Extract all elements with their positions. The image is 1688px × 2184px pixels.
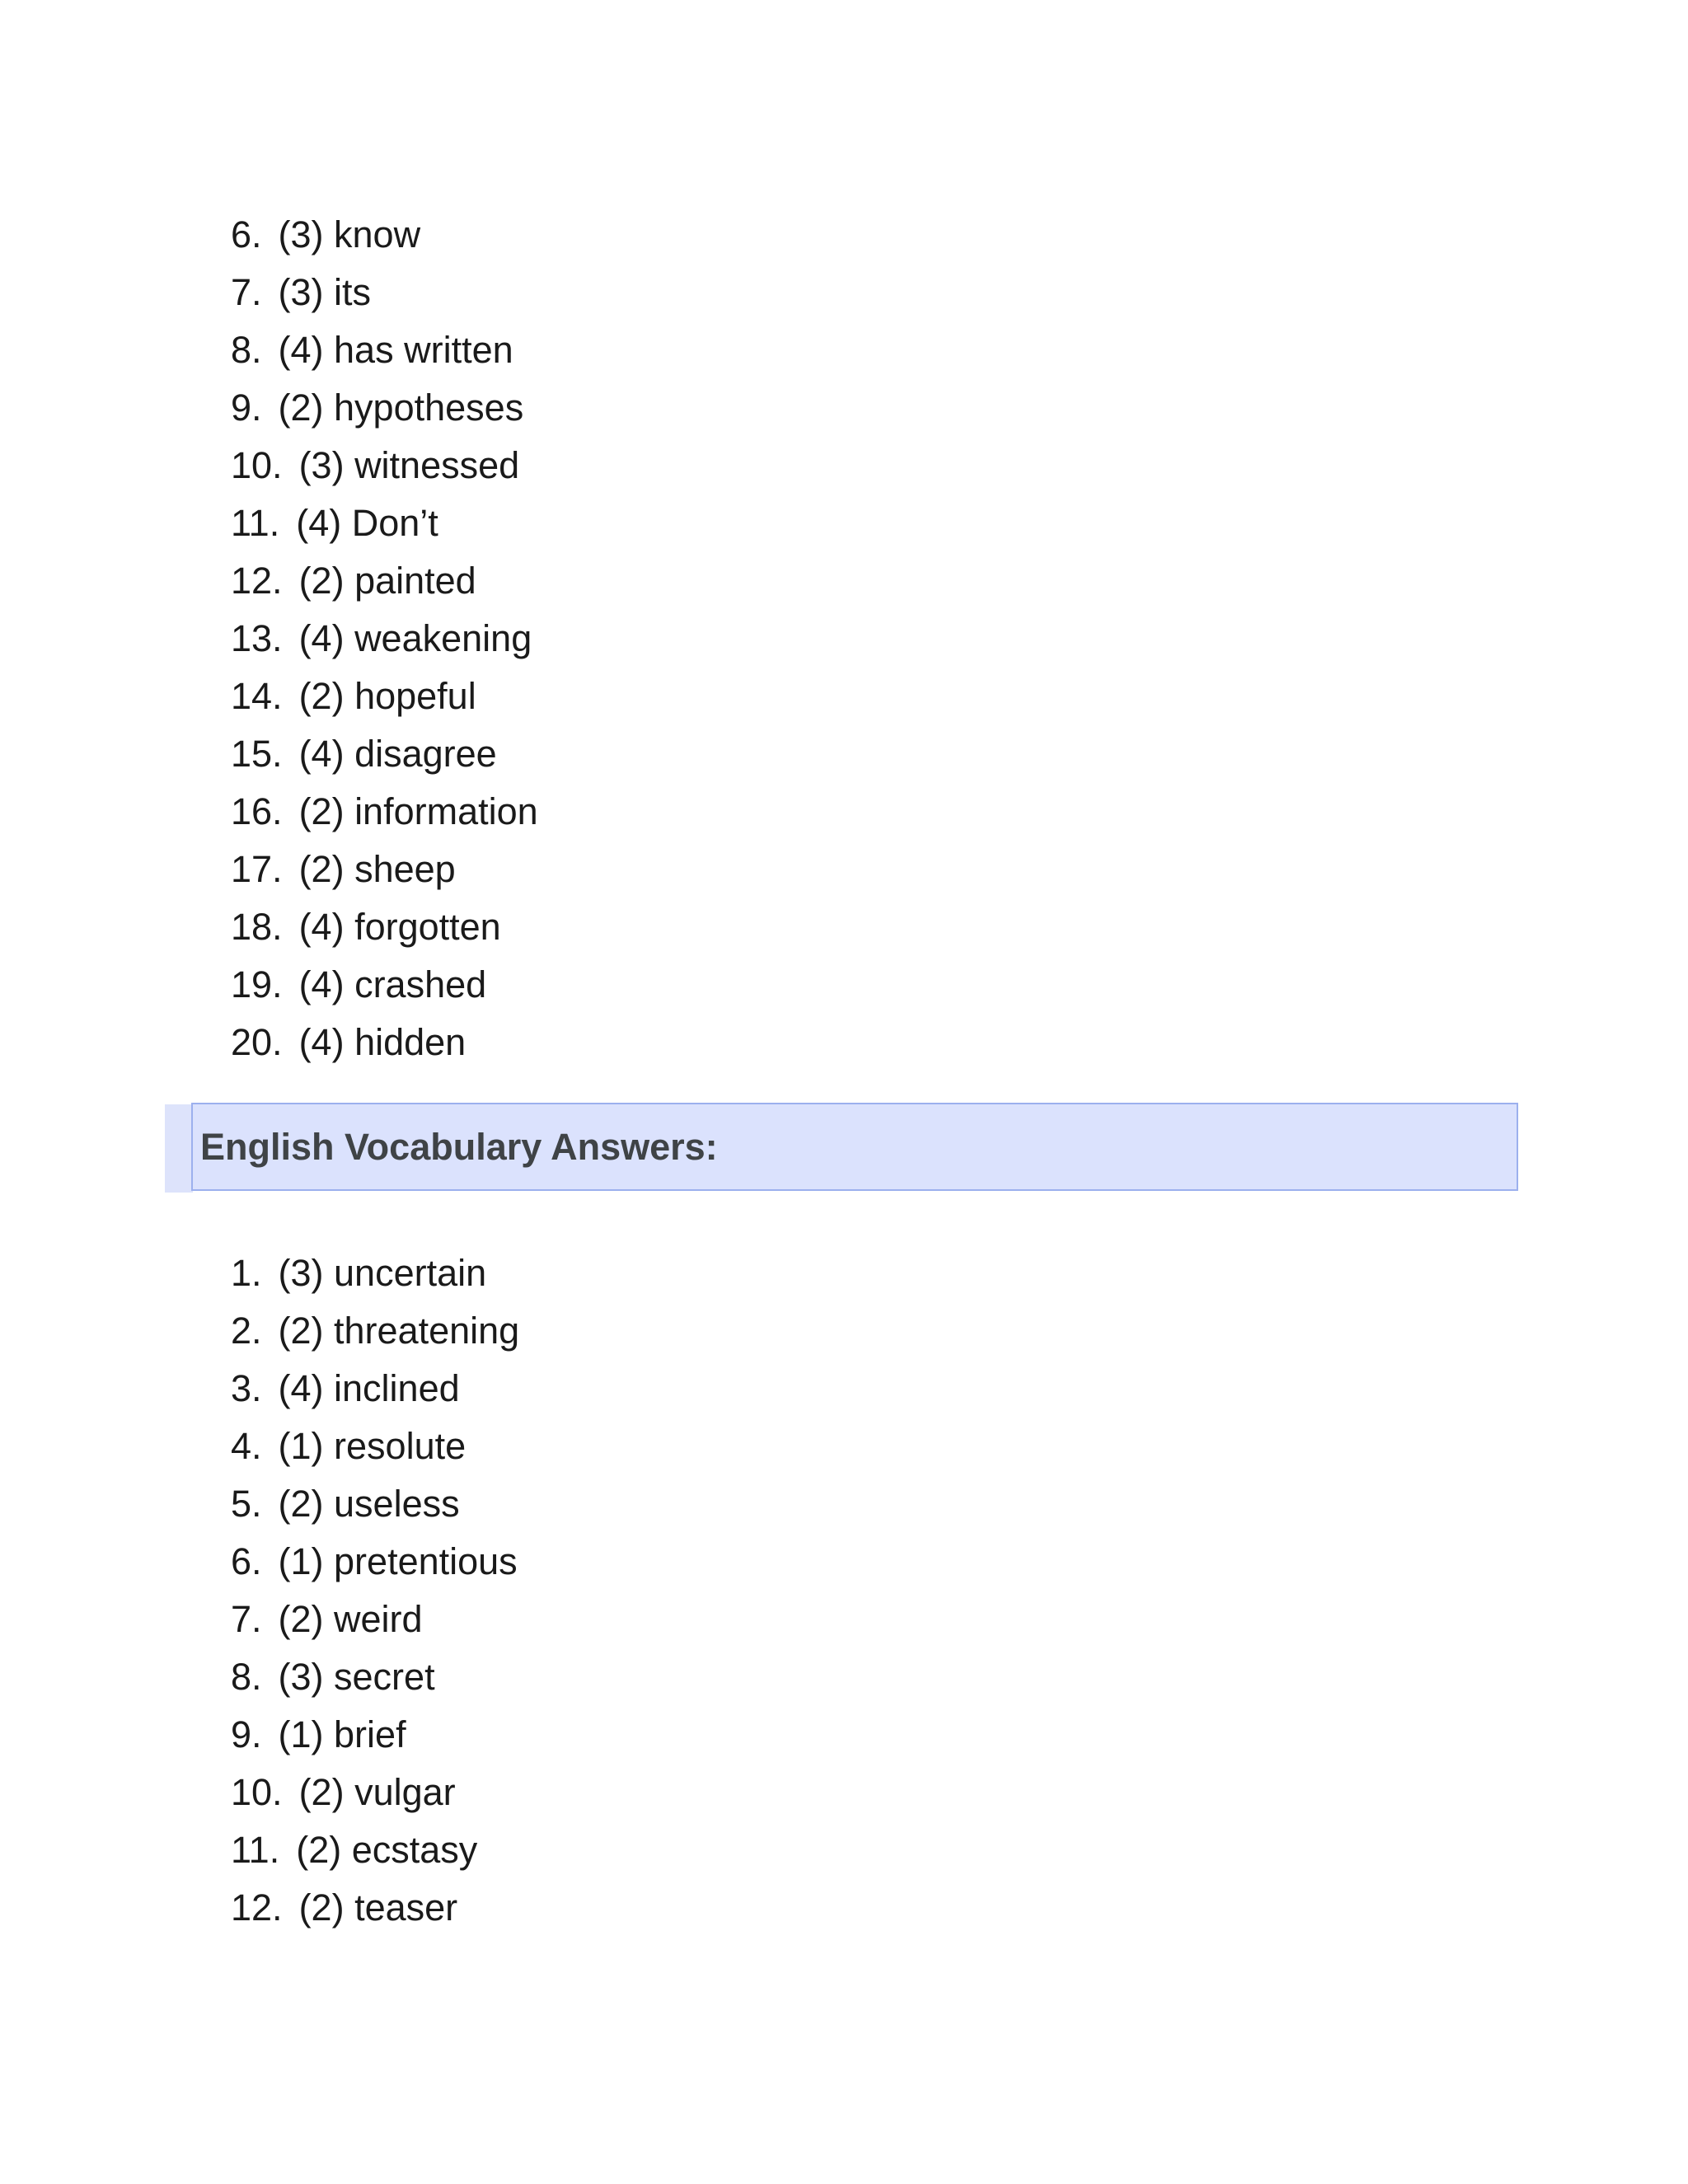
answer-text: (2) teaser <box>298 1886 458 1929</box>
answer-number: 12. <box>231 560 283 602</box>
answer-number: 14. <box>231 675 283 717</box>
answer-text: (1) resolute <box>278 1425 467 1467</box>
answer-item <box>231 1244 519 1302</box>
answer-text: (4) inclined <box>278 1367 460 1409</box>
answer-text: (3) secret <box>278 1656 435 1698</box>
answer-number: 12. <box>231 1886 283 1929</box>
answer-item <box>231 1879 519 1937</box>
answer-item <box>231 1302 519 1360</box>
answer-text: (2) ecstasy <box>296 1829 478 1871</box>
answer-number: 13. <box>231 617 283 659</box>
answer-number: 9. <box>231 387 262 429</box>
answer-item <box>231 898 538 956</box>
answer-number: 10. <box>231 444 283 486</box>
answer-number: 9. <box>231 1713 262 1755</box>
answer-number: 7. <box>231 271 262 313</box>
answer-number: 10. <box>231 1771 283 1813</box>
answer-text: (4) crashed <box>298 963 487 1005</box>
answer-text: (4) has written <box>278 329 513 371</box>
answer-text: (2) useless <box>278 1483 460 1525</box>
section-title: English Vocabulary Answers: <box>200 1126 718 1168</box>
answer-item <box>231 1706 519 1764</box>
answer-item <box>231 379 538 437</box>
answer-item <box>231 668 538 725</box>
answer-item <box>231 437 538 494</box>
answer-item <box>231 494 538 552</box>
answer-text: (2) vulgar <box>298 1771 456 1813</box>
answer-number: 11. <box>231 502 280 544</box>
answer-text: (3) its <box>278 271 372 313</box>
answer-item <box>231 1591 519 1648</box>
answer-item <box>231 956 538 1014</box>
answer-number: 19. <box>231 963 283 1005</box>
answer-text: (2) hypotheses <box>278 387 524 429</box>
answer-text: (4) Don’t <box>296 502 438 544</box>
answer-number: 2. <box>231 1310 262 1352</box>
answer-text: (3) witnessed <box>298 444 520 486</box>
answer-text: (1) pretentious <box>278 1540 518 1582</box>
answer-item <box>231 1014 538 1071</box>
answer-number: 8. <box>231 329 262 371</box>
answer-item <box>231 1475 519 1533</box>
answer-number: 20. <box>231 1021 283 1063</box>
answer-text: (2) weird <box>278 1598 423 1640</box>
answer-item <box>231 264 538 321</box>
grammar-answer-list <box>231 206 538 1071</box>
answer-item <box>231 841 538 898</box>
answer-text: (4) hidden <box>298 1021 467 1063</box>
answer-item <box>231 1821 519 1879</box>
answer-text: (2) information <box>298 790 538 832</box>
answer-item <box>231 610 538 668</box>
answer-text: (4) weakening <box>298 617 532 659</box>
answer-number: 15. <box>231 733 283 775</box>
answer-item <box>231 1533 519 1591</box>
answer-item <box>231 725 538 783</box>
answer-number: 7. <box>231 1598 262 1640</box>
answer-number: 1. <box>231 1252 262 1294</box>
answer-item <box>231 783 538 841</box>
answer-number: 5. <box>231 1483 262 1525</box>
answer-item <box>231 1360 519 1418</box>
section-accent-bar <box>165 1104 193 1193</box>
answer-item <box>231 552 538 610</box>
vocab-answer-list <box>231 1244 519 1937</box>
answer-number: 4. <box>231 1425 262 1467</box>
vocab-section-header <box>191 1103 1518 1191</box>
answer-text: (3) uncertain <box>278 1252 487 1294</box>
answer-item <box>231 321 538 379</box>
answer-number: 11. <box>231 1829 280 1871</box>
answer-number: 6. <box>231 213 262 255</box>
answer-text: (2) painted <box>298 560 476 602</box>
answer-text: (4) disagree <box>298 733 497 775</box>
answer-text: (2) sheep <box>298 848 456 890</box>
answer-text: (3) know <box>278 213 421 255</box>
answer-number: 6. <box>231 1540 262 1582</box>
answer-number: 8. <box>231 1656 262 1698</box>
answer-number: 16. <box>231 790 283 832</box>
answer-item <box>231 1764 519 1821</box>
answer-text: (1) brief <box>278 1713 406 1755</box>
answer-text: (2) hopeful <box>298 675 476 717</box>
answer-item <box>231 1418 519 1475</box>
answer-number: 3. <box>231 1367 262 1409</box>
answer-item <box>231 1648 519 1706</box>
answer-number: 18. <box>231 906 283 948</box>
answer-text: (4) forgotten <box>298 906 501 948</box>
answer-item <box>231 206 538 264</box>
answer-text: (2) threatening <box>278 1310 520 1352</box>
answer-number: 17. <box>231 848 283 890</box>
